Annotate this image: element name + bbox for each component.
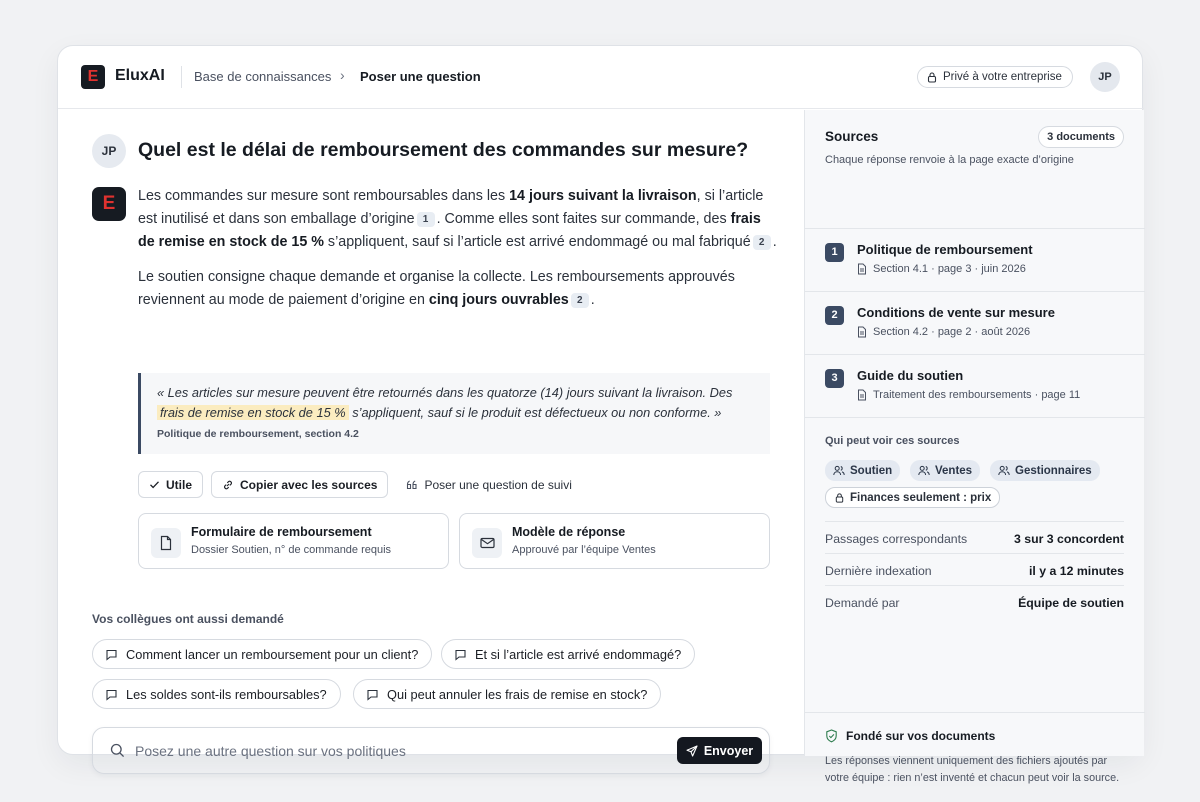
answer-text bbox=[138, 185, 778, 324]
lock-icon bbox=[834, 492, 845, 503]
chat-bubble-icon bbox=[366, 688, 379, 701]
lock-icon bbox=[926, 71, 938, 83]
source-number: 2 bbox=[825, 306, 844, 325]
document-icon bbox=[151, 528, 181, 558]
shield-check-icon bbox=[825, 729, 838, 743]
follow-up-label: Poser une question de suivi bbox=[424, 477, 572, 492]
document-icon bbox=[857, 263, 867, 275]
source-title: Guide du soutien bbox=[857, 368, 964, 383]
quote-text: « Les articles sur mesure peuvent être retournés dans les quatorze (14) jours suivant la livraison. Des frais de remise en stock de 15 % s’appliquent, sauf si le produit est défectueux ou non conforme. » bbox=[157, 385, 733, 420]
source-title: Politique de remboursement bbox=[857, 242, 1033, 257]
follow-up-button[interactable] bbox=[396, 471, 575, 498]
source-meta: Section 4.1 · page 3 · juin 2026 bbox=[857, 263, 1026, 275]
stat-label: Dernière indexation bbox=[825, 564, 932, 578]
header-divider bbox=[181, 66, 182, 88]
stat-value: Équipe de soutien bbox=[1018, 596, 1124, 610]
stat-row bbox=[825, 585, 1124, 617]
check-icon bbox=[149, 479, 160, 490]
group-tag: Gestionnaires bbox=[990, 460, 1100, 481]
group-tag: Soutien bbox=[825, 460, 900, 481]
breadcrumb-knowledge-base[interactable]: Base de connaissances bbox=[194, 69, 332, 84]
question-avatar: JP bbox=[92, 134, 126, 168]
group-tag: Ventes bbox=[910, 460, 980, 481]
copy-label: Copier avec les sources bbox=[240, 477, 378, 492]
grounded-notice bbox=[805, 712, 1145, 802]
answer-actions bbox=[138, 471, 576, 498]
user-avatar[interactable]: JP bbox=[1090, 62, 1120, 92]
useful-button[interactable] bbox=[138, 471, 203, 498]
chat-bubble-icon bbox=[105, 648, 118, 661]
top-bar bbox=[58, 46, 1144, 109]
tile-title: Formulaire de remboursement bbox=[191, 525, 372, 539]
source-item[interactable] bbox=[805, 228, 1145, 291]
source-meta: Traitement des remboursements · page 11 bbox=[857, 389, 1080, 401]
mail-icon bbox=[472, 528, 502, 558]
tile-subtitle: Dossier Soutien, n° de commande requis bbox=[191, 544, 392, 556]
conversation-panel bbox=[58, 110, 804, 756]
question-text: Quel est le délai de remboursement des commandes sur mesure? bbox=[138, 139, 749, 161]
send-icon bbox=[686, 745, 698, 757]
stat-value: 3 sur 3 concordent bbox=[1013, 532, 1124, 546]
visibility-title: Qui peut voir ces sources bbox=[825, 435, 960, 447]
stat-label: Demandé par bbox=[825, 596, 900, 610]
privacy-label: Privé à votre entreprise bbox=[943, 71, 1062, 83]
sources-subtitle: Chaque réponse renvoie à la page exacte d’origine bbox=[825, 154, 1074, 166]
quote-source[interactable]: Politique de remboursement, section 4.2 bbox=[157, 428, 359, 440]
users-icon bbox=[998, 465, 1010, 476]
source-item[interactable] bbox=[805, 354, 1145, 417]
question-input[interactable] bbox=[135, 740, 635, 762]
source-meta: Section 4.2 · page 2 · août 2026 bbox=[857, 326, 1030, 338]
source-item[interactable] bbox=[805, 291, 1145, 354]
tile-title: Modèle de réponse bbox=[512, 525, 626, 539]
refund-form-tile[interactable] bbox=[138, 513, 449, 569]
quote-icon bbox=[406, 479, 418, 491]
copy-with-sources-button[interactable] bbox=[211, 471, 388, 498]
privacy-badge bbox=[917, 66, 1073, 88]
divider bbox=[805, 417, 1145, 418]
send-button[interactable] bbox=[677, 737, 762, 764]
answer-paragraph-1: Les commandes sur mesure sont remboursables dans les 14 jours suivant la livraison, si l’article est inutilisé et dans son emballage d’origine 1 . Comme elles sont faites sur commande, des frais de remise en stock de 15 % s’appliquent, sauf si l’article est arrivé endommagé ou mal fabriqué 2 . bbox=[138, 188, 777, 250]
useful-label: Utile bbox=[166, 477, 193, 492]
citation-badge[interactable]: 2 bbox=[753, 235, 771, 250]
link-icon bbox=[222, 479, 234, 491]
send-label: Envoyer bbox=[703, 743, 754, 758]
source-number: 1 bbox=[825, 243, 844, 262]
sources-sidebar bbox=[804, 110, 1144, 784]
citation-badge[interactable]: 1 bbox=[417, 212, 435, 227]
stat-value: il y a 12 minutes bbox=[1028, 564, 1124, 578]
stat-row bbox=[825, 521, 1124, 553]
question-search-bar bbox=[92, 727, 770, 774]
search-icon bbox=[110, 743, 125, 758]
assistant-logo: E bbox=[92, 187, 126, 221]
answer-paragraph-2: Le soutien consigne chaque demande et organise la collecte. Les remboursements approuvés reviennent au mode de paiement d’origine en cinq jours ouvrables 2 . bbox=[138, 269, 735, 308]
also-asked-title: Vos collègues ont aussi demandé bbox=[92, 612, 284, 626]
grounded-title: Fondé sur vos documents bbox=[825, 729, 995, 743]
grounded-text: Les réponses viennent uniquement des fichiers ajoutés par votre équipe : rien n’est inventé et chacun peut voir la source. bbox=[825, 755, 1120, 784]
users-icon bbox=[918, 465, 930, 476]
source-title: Conditions de vente sur mesure bbox=[857, 305, 1055, 320]
breadcrumb-current: Poser une question bbox=[360, 69, 481, 84]
suggestion-chip[interactable]: Comment lancer un remboursement pour un client? bbox=[92, 639, 432, 669]
chat-bubble-icon bbox=[105, 688, 118, 701]
tile-subtitle: Approuvé par l’équipe Ventes bbox=[512, 544, 656, 556]
reply-template-tile[interactable] bbox=[459, 513, 770, 569]
brand-logo: E bbox=[81, 65, 105, 89]
restricted-tag: Finances seulement : prix bbox=[825, 487, 1000, 508]
document-icon bbox=[857, 389, 867, 401]
chevron-right-icon: › bbox=[340, 67, 345, 83]
brand-name: EluxAI bbox=[115, 67, 165, 84]
suggestion-chip[interactable]: Les soldes sont-ils remboursables? bbox=[92, 679, 341, 709]
quote-highlight: frais de remise en stock de 15 % bbox=[157, 405, 349, 420]
sources-title: Sources bbox=[825, 129, 879, 144]
chat-bubble-icon bbox=[454, 648, 467, 661]
document-icon bbox=[857, 326, 867, 338]
suggestion-chip[interactable]: Qui peut annuler les frais de remise en stock? bbox=[353, 679, 661, 709]
suggestion-chip[interactable]: Et si l’article est arrivé endommagé? bbox=[441, 639, 695, 669]
app-window bbox=[57, 45, 1143, 784]
source-number: 3 bbox=[825, 369, 844, 388]
stat-row bbox=[825, 553, 1124, 585]
stat-label: Passages correspondants bbox=[825, 532, 968, 546]
source-quote bbox=[138, 373, 770, 454]
documents-count-badge: 3 documents bbox=[1038, 126, 1124, 148]
users-icon bbox=[833, 465, 845, 476]
citation-badge[interactable]: 2 bbox=[571, 293, 589, 308]
